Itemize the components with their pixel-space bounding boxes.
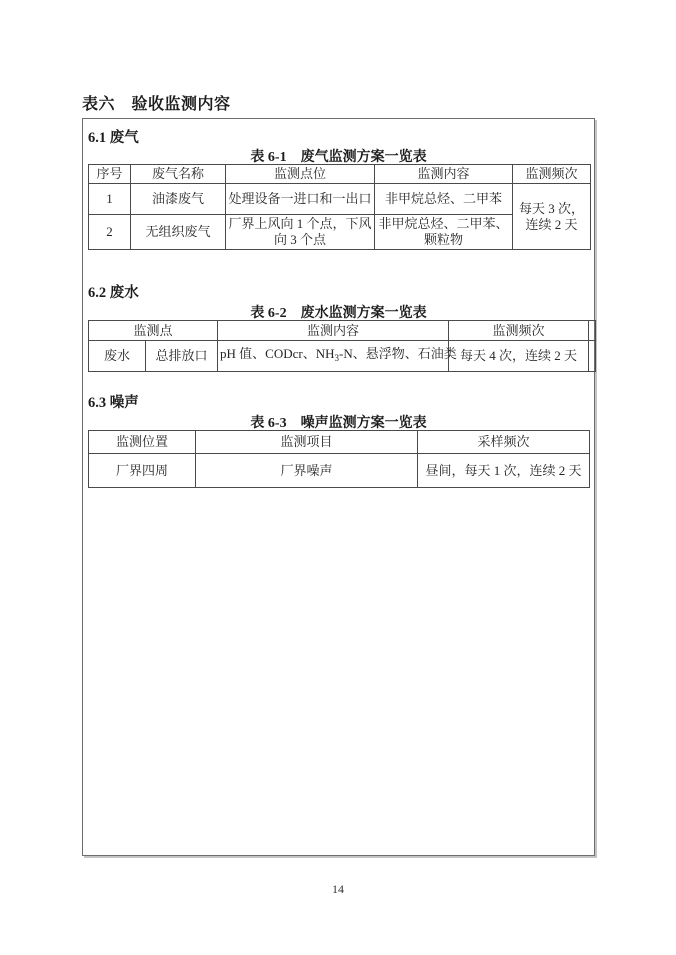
cell-frequency: 每天 4 次，连续 2 天 xyxy=(449,341,589,372)
header-cell-point: 监测点 xyxy=(89,321,218,341)
section-heading-waste-gas: 6.1 废气 xyxy=(88,130,139,146)
table-row xyxy=(89,184,591,215)
cell-content: 非甲烷总烃、二甲苯 xyxy=(375,184,513,215)
cell-point: 厂界上风向 1 个点，下风向 3 个点 xyxy=(226,215,375,250)
section-heading-noise: 6.3 噪声 xyxy=(88,395,139,411)
section-heading-waste-water: 6.2 废水 xyxy=(88,285,139,301)
header-cell-location: 监测位置 xyxy=(89,431,196,454)
cell-content xyxy=(218,341,457,372)
cell-point: 处理设备一进口和一出口 xyxy=(226,184,375,215)
waste-water-monitoring-table xyxy=(88,320,596,372)
spacer-cell xyxy=(589,341,596,372)
cell-frequency: 昼间，每天 1 次，连续 2 天 xyxy=(418,454,590,488)
cell-water-type: 废水 xyxy=(89,341,146,372)
waste-gas-monitoring-table xyxy=(88,164,591,250)
header-cell-frequency: 监测频次 xyxy=(449,321,589,341)
table-row xyxy=(89,341,596,372)
header-cell-content: 监测内容 xyxy=(218,321,449,341)
table-row xyxy=(89,454,590,488)
cell-gas-name: 油漆废气 xyxy=(131,184,226,215)
table-caption-noise: 表 6-3 噪声监测方案一览表 xyxy=(250,416,427,431)
header-cell-point: 监测点位 xyxy=(226,165,375,184)
cell-outlet: 总排放口 xyxy=(146,341,218,372)
cell-item: 厂界噪声 xyxy=(196,454,418,488)
header-cell-content: 监测内容 xyxy=(375,165,513,184)
cell-frequency-merged: 每天 3 次，连续 2 天 xyxy=(513,184,591,250)
table-caption-waste-water: 表 6-2 废水监测方案一览表 xyxy=(250,306,427,321)
document-title: 表六 验收监测内容 xyxy=(82,96,231,113)
header-cell-item: 监测项目 xyxy=(196,431,418,454)
table-caption-waste-gas: 表 6-1 废气监测方案一览表 xyxy=(250,150,427,165)
page-number: 14 xyxy=(332,882,344,896)
table-header-row xyxy=(89,321,596,341)
header-cell-no: 序号 xyxy=(89,165,131,184)
chem-subscript: 3 xyxy=(334,353,339,363)
spacer-cell xyxy=(589,321,596,341)
content-frame xyxy=(82,118,595,856)
cell-content: 非甲烷总烃、二甲苯、颗粒物 xyxy=(375,215,513,250)
table-header-row xyxy=(89,431,590,454)
cell-no: 1 xyxy=(89,184,131,215)
cell-no: 2 xyxy=(89,215,131,250)
table-header-row xyxy=(89,165,591,184)
noise-monitoring-table xyxy=(88,430,590,488)
cell-location: 厂界四周 xyxy=(89,454,196,488)
cell-gas-name: 无组织废气 xyxy=(131,215,226,250)
header-cell-frequency: 采样频次 xyxy=(418,431,590,454)
header-cell-frequency: 监测频次 xyxy=(513,165,591,184)
content-text: pH 值、CODcr、NH xyxy=(220,346,335,361)
content-text: -N、悬浮物、石油类 xyxy=(338,346,457,361)
header-cell-gas-name: 废气名称 xyxy=(131,165,226,184)
